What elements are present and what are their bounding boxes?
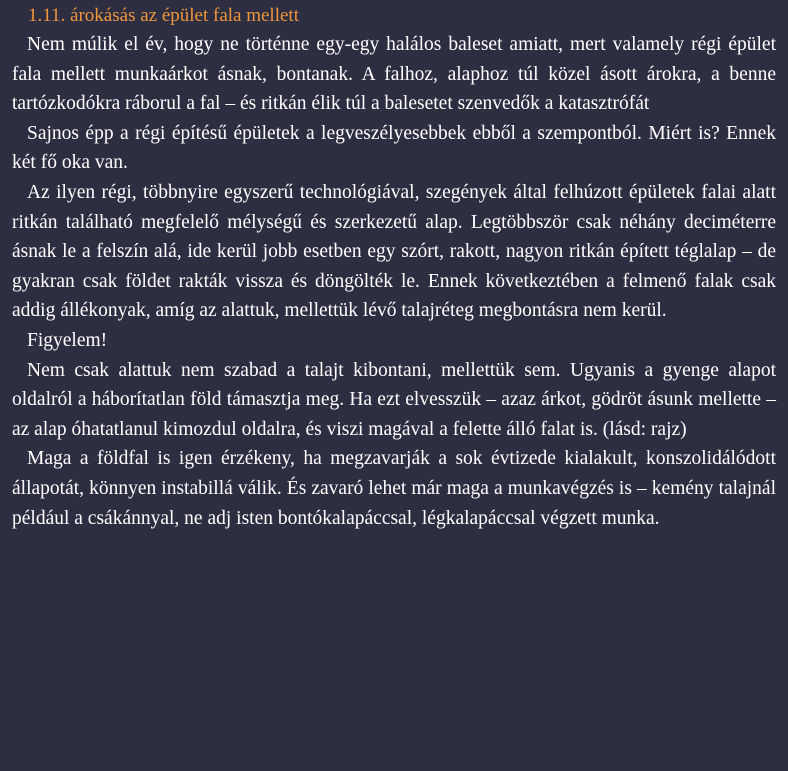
paragraph-side-support: Nem csak alattuk nem szabad a talajt kibontani, mellettük sem. Ugyanis a gyenge alapot oldalról a háborítatlan föld támasztja meg. Ha ezt elvesszük – azaz árkot, gödröt ásunk mellette – az alap óhatatlanul kimozdul oldalra, és viszi magával a felette álló falat is. (lásd: rajz) bbox=[12, 359, 776, 440]
paragraph-old-buildings: Sajnos épp a régi építésű épületek a legveszélyesebbek ebből a szempontból. Miért is? Ennek két fő oka van. bbox=[12, 122, 776, 174]
paragraph-fatal-accidents: Nem múlik el év, hogy ne történne egy-egy halálos baleset amiatt, mert valamely régi épület fala mellett munkaárkot ásnak, bontanak. A falhoz, alaphoz túl közel ásott árokra, a benne tartózkodókra ráborul a fal – és ritkán élik túl a balesetet szenvedők a katasztrófát bbox=[12, 34, 776, 115]
paragraph-attention: Figyelem! bbox=[27, 329, 108, 351]
paragraph-earth-wall: Maga a földfal is igen érzékeny, ha megzavarják a sok évtizede kialakult, konszolidálódott állapotát, könnyen instabillá válik. És zavaró lehet már maga a munkavégzés is – kemény talajnál például a csákánnyal, ne adj isten bontókalapáccsal, légkalapáccsal végzett munka. bbox=[12, 448, 776, 529]
section-heading: 1.11. árokásás az épület fala mellett bbox=[28, 5, 299, 26]
paragraph-foundations: Az ilyen régi, többnyire egyszerű technológiával, szegények által felhúzott épületek falai alatt ritkán található megfelelő mélységű és szerkezetű alap. Legtöbbször csak néhány deciméterre ásnak le a felszín alá, ide kerül jobb esetben egy szórt, rakott, nagyon ritkán épített téglalap – de gyakran csak földet rakták vissza és döngölték le. Ennek következtében a felmenő falak csak addig állékonyak, amíg az alattuk, mellettük lévő talajréteg megbontásra nem kerül. bbox=[12, 181, 776, 322]
